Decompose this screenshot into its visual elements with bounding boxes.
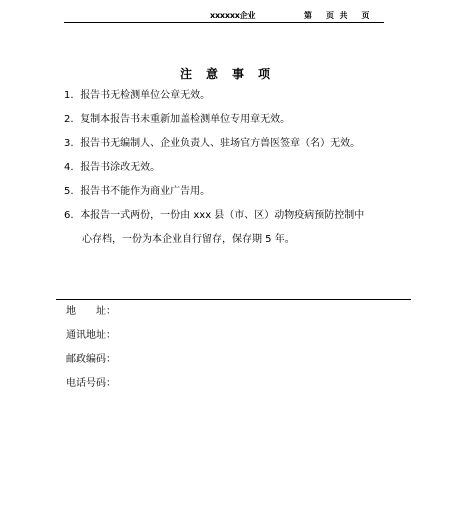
note-text: 本报告一式两份，一份由 xxx 县（市、区）动物疫病预防控制中 bbox=[80, 210, 365, 221]
note-text-continuation: 心存档，一份为本企业自行留存，保存期 5 年。 bbox=[82, 234, 295, 245]
note-number: 5. bbox=[64, 186, 74, 197]
note-number: 3. bbox=[64, 138, 74, 149]
note-text: 报告书无编制人、企业负责人、驻场官方兽医签章（名）无效。 bbox=[80, 138, 361, 149]
phone-label: 电话号码： bbox=[66, 378, 116, 389]
note-number: 6. bbox=[64, 210, 74, 221]
page-header bbox=[64, 10, 384, 23]
section-divider bbox=[56, 299, 411, 300]
contact-info bbox=[66, 304, 116, 400]
list-item bbox=[64, 88, 404, 104]
notes-list bbox=[64, 88, 404, 256]
note-text: 报告书涂改无效。 bbox=[80, 162, 161, 173]
header-page-ye: 页 bbox=[325, 11, 334, 20]
note-text: 报告书不能作为商业广告用。 bbox=[80, 186, 211, 197]
header-company-name: xxxxxx企业 bbox=[210, 11, 256, 20]
page-title: 注意事项 bbox=[179, 67, 284, 81]
header-page-gong: 共 bbox=[339, 11, 348, 20]
mailing-address-label: 通讯地址： bbox=[66, 330, 116, 341]
list-item bbox=[64, 112, 404, 128]
postal-code-label: 邮政编码： bbox=[66, 354, 116, 365]
note-text: 复制本报告书未重新加盖检测单位专用章无效。 bbox=[80, 114, 291, 125]
header-page-ye-total: 页 bbox=[361, 11, 370, 20]
note-number: 4. bbox=[64, 162, 74, 173]
list-item bbox=[64, 136, 404, 152]
list-item bbox=[64, 208, 404, 248]
header-page-di: 第 bbox=[304, 11, 312, 20]
note-number: 1. bbox=[64, 90, 74, 101]
list-item bbox=[64, 184, 404, 200]
header-page-count bbox=[304, 10, 369, 21]
address-label: 地 址： bbox=[66, 306, 116, 317]
note-number: 2. bbox=[64, 114, 74, 125]
list-item bbox=[64, 160, 404, 176]
note-text: 报告书无检测单位公章无效。 bbox=[80, 90, 211, 101]
